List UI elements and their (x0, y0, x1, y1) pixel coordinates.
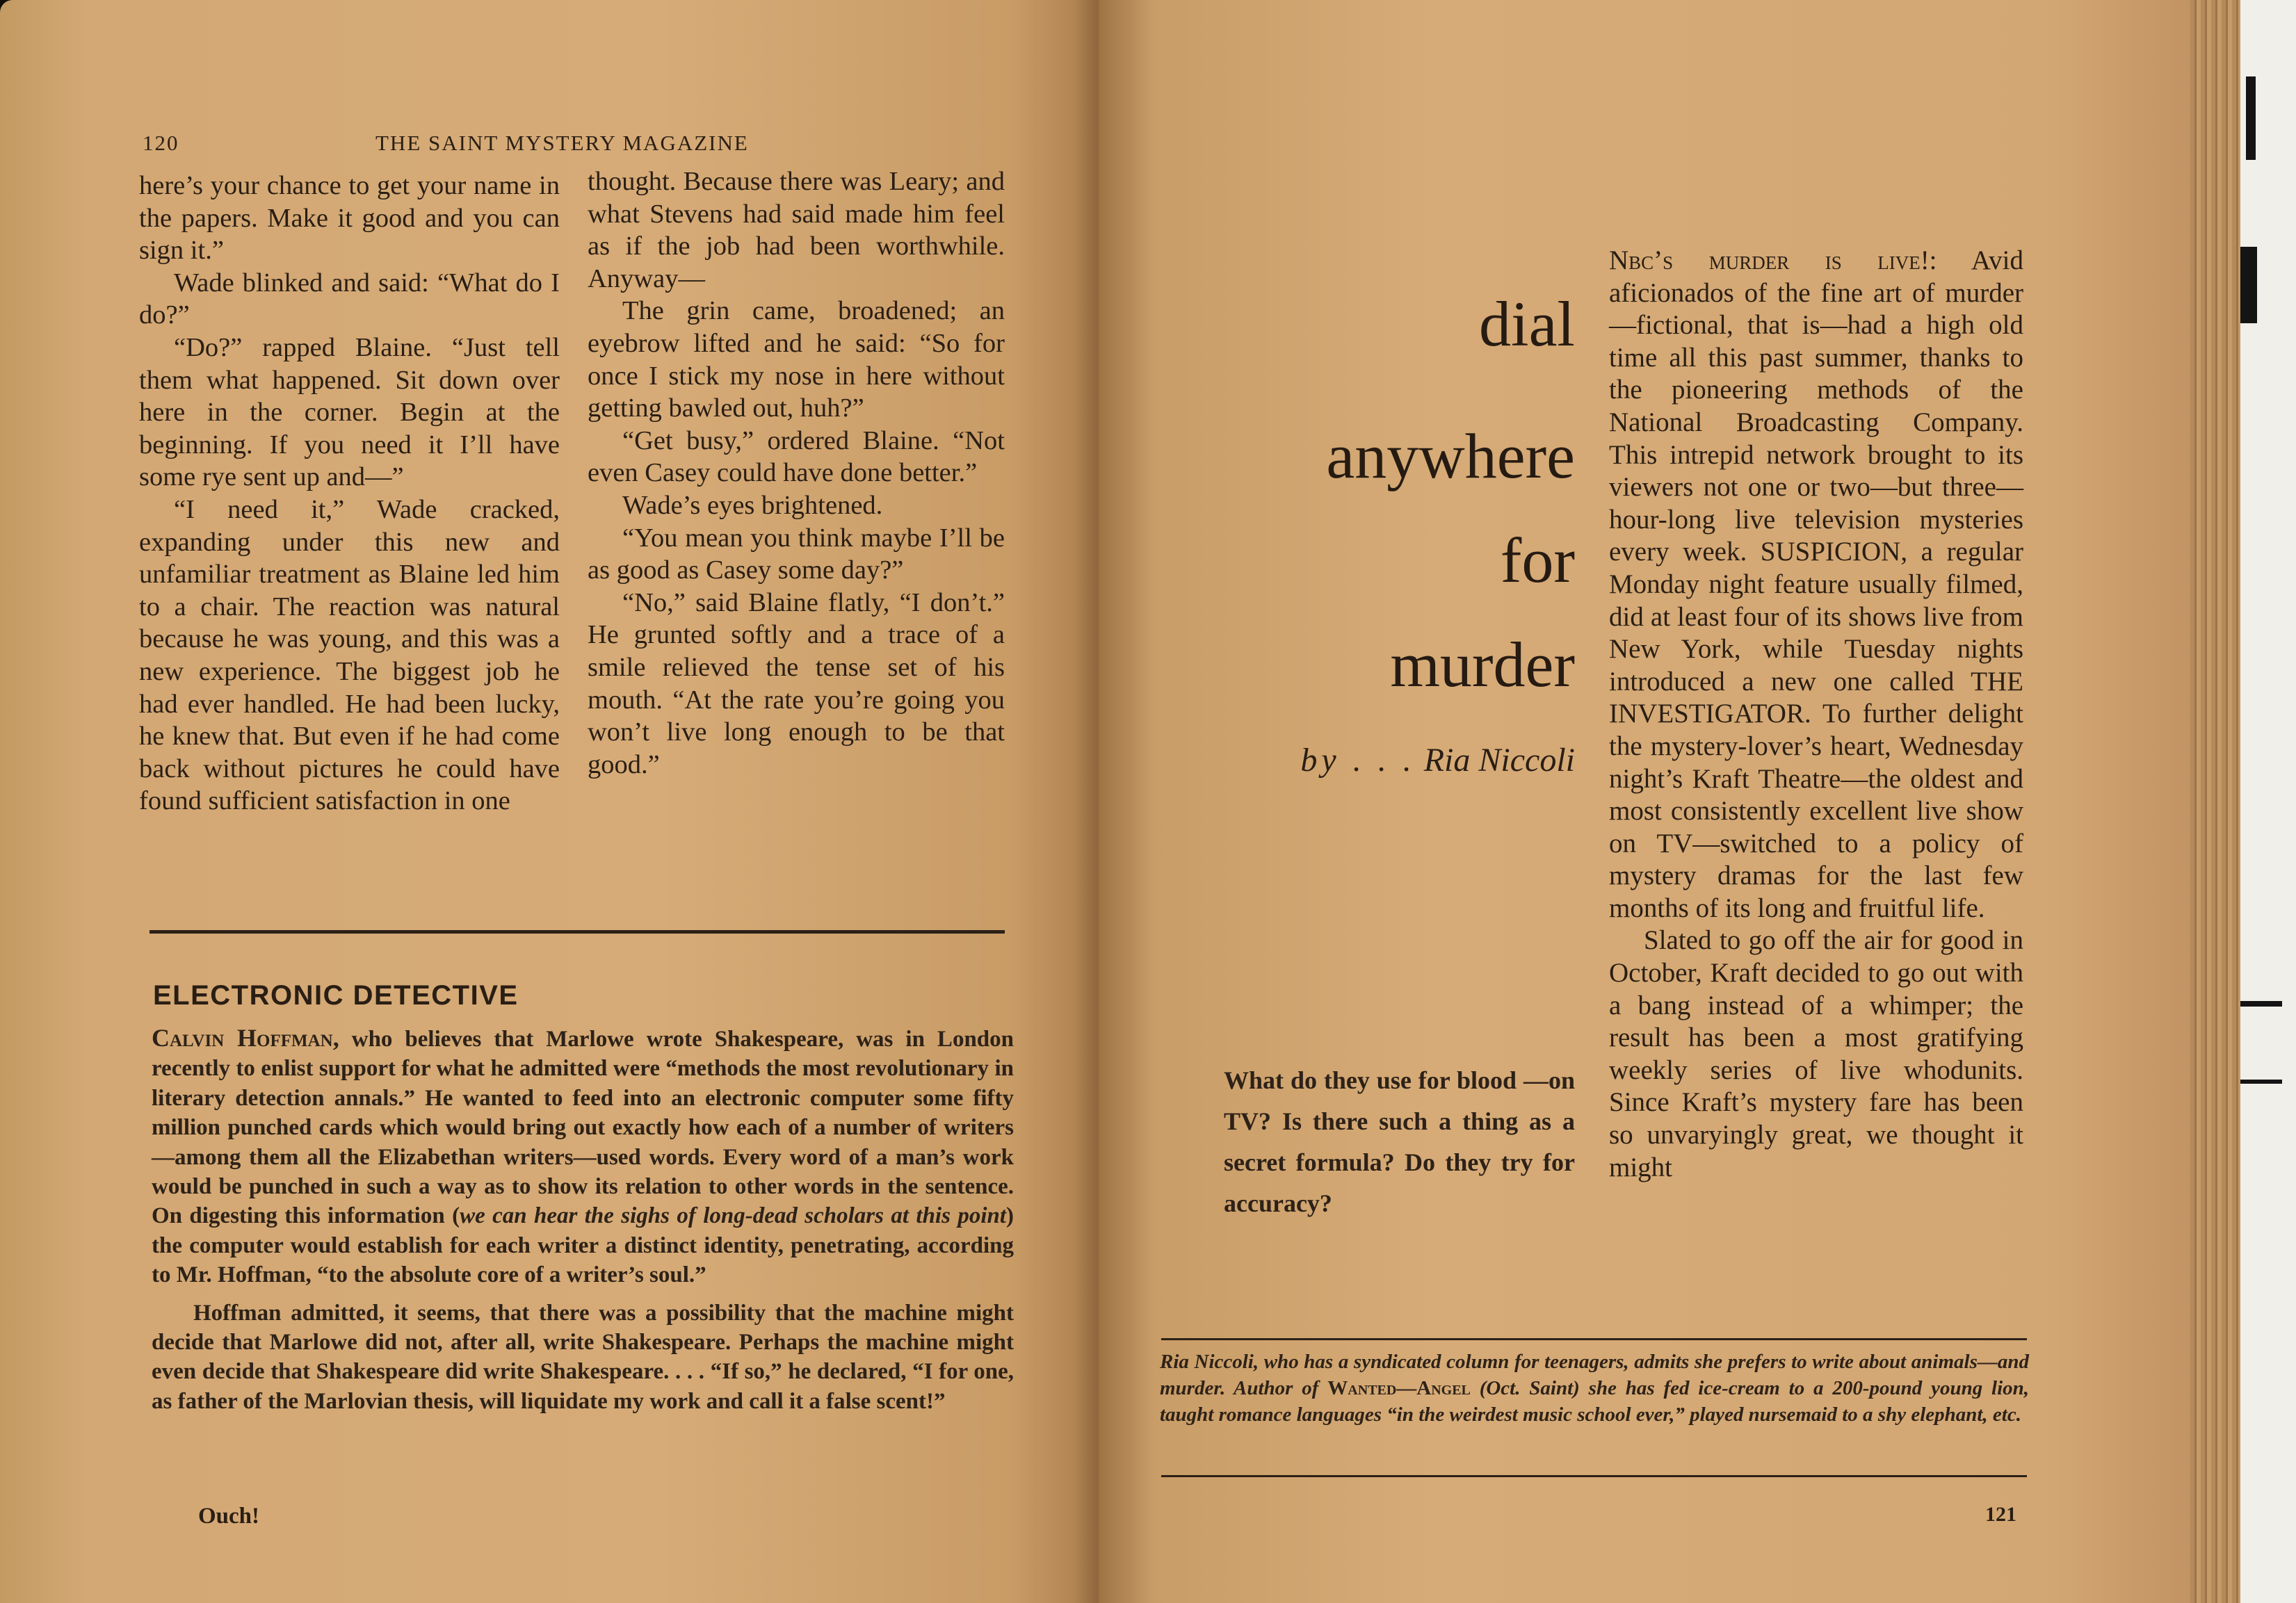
paragraph: Wade blinked and said: “What do I do?” (139, 268, 560, 330)
footnote-rule-top (1161, 1338, 2027, 1340)
paragraph: here’s your chance to get your name in the papers. Make it good and you can sign it.” (139, 171, 560, 266)
background-paper (2240, 0, 2296, 1603)
paragraph: Wade’s eyes brightened. (622, 490, 883, 520)
paragraph: “Do?” rapped Blaine. “Just tell them what happened. Sit down over here in the corner. Begin at the beginning. If you need it I’ll have some rye sent up and—” (139, 332, 560, 492)
footnote-rule-bottom (1161, 1475, 2027, 1477)
title-line: for (1500, 525, 1575, 596)
story-column-1 (139, 170, 560, 817)
byline-prefix: by . . . (1300, 742, 1416, 779)
running-title: THE SAINT MYSTERY MAGAZINE (375, 131, 749, 155)
sidebar-paragraph (152, 1023, 1014, 1290)
background-mark (2240, 1080, 2282, 1084)
byline (1182, 741, 1575, 779)
sidebar-paragraph: Hoffman admitted, it seems, that there was a possibility that the machine might decide that Marlowe did not, after all, write Shakespeare. Perhaps the machine might even decide that Shakespeare did write Shakespeare. . . . “If so,” he declared, “I for one, as father of the Marlovian thesis, will liquidate my work and call it a false scent!” (152, 1300, 1014, 1414)
background-mark (2246, 76, 2256, 160)
title-line: dial (1479, 288, 1575, 359)
sidebar-ending: Ouch! (198, 1504, 260, 1529)
left-page (0, 0, 1099, 1603)
sidebar-text: ) the computer would establish for each writer a distinct identity, penetrating, according to Mr. Hoffman, “to the absolute core of a writer’s soul.” (152, 1203, 1014, 1288)
article-column (1609, 245, 2023, 1184)
title-line: murder (1390, 629, 1575, 700)
page-edges (2190, 0, 2240, 1603)
article-blurb: What do they use for blood —on TV? Is there such a thing as a secret formula? Do they try for accuracy? (1224, 1066, 1575, 1217)
background-mark (2240, 247, 2257, 323)
byline-author: Ria Niccoli (1423, 742, 1575, 779)
story-column-2 (588, 165, 1005, 781)
paragraph-text: Avid aficionados of the fine art of murder—fictional, that is—had a high old time all this past summer, thanks to the pioneering methods of the National Broadcasting Company. This intrepid network brought to its viewers not one or two—but three—hour-long live television mysteries every week. SUSPICION, a regular Monday night feature usually filmed, did at least four of its shows live from New York, while Tuesday nights introduced a new one called THE INVESTIGATOR. To further delight the mystery-lover’s heart, Wednesday night’s Kraft Theatre—the oldest and most consistently excellent live show on TV—switched to a policy of mystery dramas for the last few months of its long and fruitful life. (1609, 245, 2023, 923)
sidebar-aside: we can hear the sighs of long-dead scholars at this point (460, 1203, 1007, 1229)
background-mark (2240, 1001, 2282, 1007)
author-note-text: Ria Niccoli, who has a syndicated column for teenagers, admits she prefers to write about animals—and murder. Author of (1160, 1351, 2029, 1399)
paragraph: “Get busy,” ordered Blaine. “Not even Casey could have done better.” (588, 425, 1005, 488)
paragraph: thought. Because there was Leary; and what Stevens had said made him feel as if the job had been worthwhile. Anyway— (588, 167, 1005, 293)
paragraph: “No,” said Blaine flatly, “I don’t.” He grunted softly and a trace of a smile relieved the tense set of his mouth. “At the rate you’re going you won’t live long enough to be that good.” (588, 587, 1005, 779)
paragraph: The grin came, broadened; an eyebrow lifted and he said: “So for once I stick my nose in here without getting bawled out, huh?” (588, 296, 1005, 423)
page-number-left: 120 (143, 131, 179, 155)
paragraph: “I need it,” Wade cracked, expanding under this new and unfamiliar treatment as Blaine led him to a chair. The reaction was natural because he was young, and this was a new experience. The biggest job he had ever handled. He had been lucky, he knew that. But even if he had come back without pictures he could have found sufficient satisfaction in one (139, 494, 560, 816)
article-title (1182, 288, 1575, 792)
sidebar-text: who believes that Marlowe wrote Shakespeare, was in London recently to enlist support for what he admitted were “methods the most revolutionary in literary detection annals.” He wanted to feed into an electronic computer some fifty million punched cards which would bring out exactly how each of a number of writers—among them all the Elizabethan writers—used words. Every word of a man’s work would be punched in such a way as to show its relation to other words in the sentence. On digesting this information ( (152, 1027, 1014, 1229)
title-line: anywhere (1326, 421, 1575, 491)
lead-in: Nbc’s murder is live!: (1609, 245, 1937, 275)
paragraph: Slated to go off the air for good in October, Kraft decided to go out with a bang instead of a whimper; the result has been a most gratifying weekly series of live whodunits. Since Kraft’s mystery fare has been so unvaryingly great, we thought it might (1609, 925, 2023, 1182)
author-note (1160, 1349, 2029, 1428)
page-number-right: 121 (1985, 1503, 2016, 1526)
paragraph: “You mean you think maybe I’ll be as good as Casey some day?” (588, 523, 1005, 585)
sidebar-lead-name: Calvin Hoffman, (152, 1024, 339, 1052)
author-note-text: (Oct. Saint) she has fed ice-cream to a 200-pound young lion, taught romance languages “in the weirdest music school ever,” played nursemaid to a shy elephant, etc. (1160, 1377, 2029, 1426)
sidebar-body (152, 1023, 1014, 1416)
section-divider (149, 930, 1005, 934)
sidebar-title: ELECTRONIC DETECTIVE (153, 980, 519, 1011)
author-note-story-title: Wanted—Angel (1327, 1377, 1471, 1399)
paragraph (1609, 245, 2023, 925)
